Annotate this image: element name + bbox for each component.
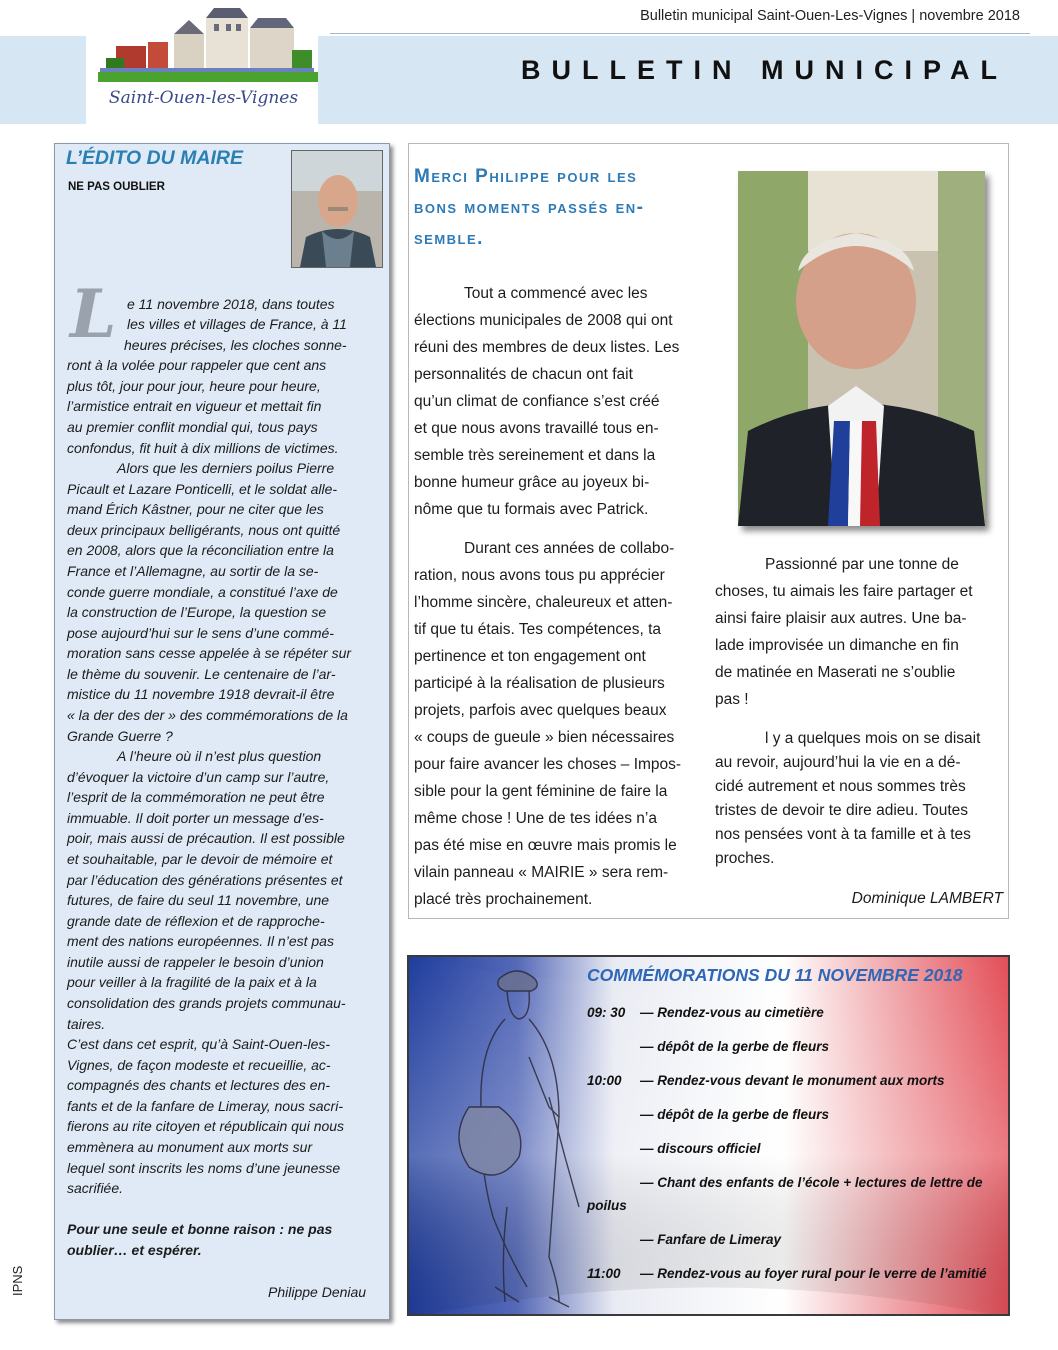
- mayor-photo: [291, 150, 383, 268]
- article-line: sible pour la gent féminine de faire la: [414, 783, 668, 800]
- article-line: tif que tu étais. Tes compétences, ta: [414, 621, 661, 638]
- bulletin-issue-line: Bulletin municipal Saint-Ouen-Les-Vignes | novembre 2018: [640, 8, 1020, 24]
- article-line: projets, parfois avec quelques beaux: [414, 702, 667, 719]
- drop-capital: L: [70, 275, 117, 353]
- schedule-item: poilus: [587, 1198, 627, 1213]
- article-line: cidé autrement et nous sommes très: [715, 778, 966, 795]
- edito-line: C’est dans cet esprit, qu’à Saint-Ouen-les-: [67, 1036, 331, 1052]
- schedule-item: — dépôt de la gerbe de fleurs: [640, 1039, 830, 1054]
- article-title-line: semble.: [414, 228, 484, 249]
- edito-line: fants et de la fanfare de Limeray, nous sacri-: [67, 1098, 343, 1114]
- schedule-item: — Chant des enfants de l’école + lectures de lettre de: [640, 1175, 983, 1190]
- edito-line: et souhaitable, par le devoir de mémoire et: [67, 851, 333, 867]
- article-signature: Dominique LAMBERT: [851, 890, 1003, 907]
- edito-line: e 11 novembre 2018, dans toutes: [127, 296, 335, 312]
- edito-line: inutile aussi de rappeler le besoin d’union: [67, 954, 324, 970]
- edito-line: plus tôt, jour pour jour, heure pour heure,: [67, 378, 321, 394]
- edito-line: lequel sont inscrits les noms d’une jeunesse: [67, 1160, 341, 1176]
- edito-line: par l’éducation des générations présentes et: [67, 872, 343, 888]
- edito-line: l’esprit de la commémoration ne peut être: [67, 789, 325, 805]
- masthead-title: BULLETIN MUNICIPAL: [521, 55, 1008, 85]
- article-line: bonne humeur grâce au joyeux bi-: [414, 474, 650, 491]
- edito-line: en 2008, alors que la réconciliation entre la: [67, 542, 334, 558]
- edito-line: sacrifiée.: [67, 1180, 124, 1196]
- edito-line: ment des nations européennes. Il n’est pas: [67, 933, 334, 949]
- schedule-time: 11:00: [587, 1266, 621, 1281]
- edito-line: A l’heure où il n’est plus question: [117, 748, 322, 764]
- article-line: Durant ces années de collabo-: [464, 540, 675, 557]
- edito-line: consolidation des grands projets communau-: [67, 995, 346, 1011]
- edito-line: taires.: [67, 1016, 106, 1032]
- article-line: Tout a commencé avec les: [464, 285, 648, 302]
- schedule-item: — dépôt de la gerbe de fleurs: [640, 1107, 830, 1122]
- edito-line: conde guerre mondiale, a constitué l’axe de: [67, 584, 338, 600]
- article-line: pertinence et ton engagement ont: [414, 648, 646, 665]
- article-title-line: Merci Philippe pour les: [414, 166, 638, 187]
- edito-line: la construction de l’Europe, la question se: [67, 604, 327, 620]
- article-line: lade improvisée un dimanche en fin: [715, 637, 959, 654]
- article-line: placé très prochainement.: [414, 891, 593, 908]
- article-line: « coups de gueule » bien nécessaires: [414, 729, 675, 746]
- header-separator: [330, 33, 1030, 34]
- article-line: Passionné par une tonne de: [765, 556, 959, 573]
- edito-line: immuable. Il doit porter un message d’es-: [67, 810, 324, 826]
- schedule-item: — discours officiel: [640, 1141, 761, 1156]
- article-line: vilain panneau « MAIRIE » sera rem-: [414, 864, 669, 881]
- article-line: participé à la réalisation de plusieurs: [414, 675, 665, 692]
- article-line: de matinée en Maserati ne s’oublie: [715, 664, 956, 681]
- edito-line: Grande Guerre ?: [67, 728, 173, 744]
- article-line: ainsi faire plaisir aux autres. Une ba-: [715, 610, 967, 627]
- article-title-line: bons moments passés en-: [414, 197, 645, 218]
- edito-line: Alors que les derniers poilus Pierre: [117, 460, 335, 476]
- edito-line: France et l’Allemagne, au sortir de la se-: [67, 563, 319, 579]
- edito-line: l’armistice entrait en vigueur et mettait fin: [67, 398, 322, 414]
- edito-line: d’évoquer la victoire d’un camp sur l’autre,: [67, 769, 330, 785]
- article-line: nôme que tu formais avec Patrick.: [414, 501, 649, 518]
- article-line: élections municipales de 2008 qui ont: [414, 312, 673, 329]
- article-line: pas !: [715, 691, 749, 708]
- edito-line: « la der des der » des commémorations de la: [67, 707, 348, 723]
- edito-line: mand Érich Kâstner, pour ne citer que les: [67, 501, 324, 517]
- article-line: au revoir, aujourd’hui la vie en a dé-: [715, 754, 961, 771]
- edito-line: ront à la volée pour rappeler que cent ans: [67, 357, 327, 373]
- article-line: pour faire avancer les choses – Impos-: [414, 756, 682, 773]
- edito-line: mistice du 11 novembre 1918 devrait-il être: [67, 686, 335, 702]
- article-line: l’homme sincère, chaleureux et atten-: [414, 594, 673, 611]
- schedule-item: — Rendez-vous devant le monument aux morts: [640, 1073, 945, 1088]
- edito-subtitle: NE PAS OUBLIER: [68, 181, 165, 193]
- philippe-photo: [738, 171, 985, 526]
- logo-text: Saint-Ouen-les-Vignes: [108, 88, 299, 108]
- article-line: l y a quelques mois on se disait: [765, 730, 981, 747]
- edito-line: deux principaux belligérants, nous ont quitté: [67, 522, 341, 538]
- article-line: choses, tu aimais les faire partager et: [715, 583, 973, 600]
- article-line: nos pensées vont à ta famille et à tes: [715, 826, 971, 843]
- article-line: semble très sereinement et dans la: [414, 447, 656, 464]
- article-line: pas été mise en œuvre mais promis le: [414, 837, 677, 854]
- article-line: personnalités de chacun ont fait: [414, 366, 633, 383]
- schedule-item: — Rendez-vous au cimetière: [640, 1005, 824, 1020]
- schedule-time: 10:00: [587, 1073, 622, 1088]
- edito-line: oublier… et espérer.: [67, 1242, 202, 1258]
- schedule-item: — Fanfare de Limeray: [640, 1232, 782, 1247]
- schedule-time: 09: 30: [587, 1005, 626, 1020]
- edito-line: emmènera au monument aux morts sur: [67, 1139, 313, 1155]
- edito-line: fierons au rite citoyen et républicain qui nous: [67, 1118, 345, 1134]
- edito-line: Pour une seule et bonne raison : ne pas: [67, 1221, 333, 1237]
- edito-line: Picault et Lazare Ponticelli, et le soldat alle-: [67, 481, 338, 497]
- edito-line: compagnés des chants et lectures des en-: [67, 1077, 331, 1093]
- article-line: réuni des membres de deux listes. Les: [414, 339, 680, 356]
- edito-line: confondus, fit huit à dix millions de victimes.: [67, 440, 339, 456]
- ipns-label: IPNS: [10, 1265, 25, 1296]
- edito-line: heures précises, les cloches sonne-: [124, 337, 347, 353]
- article-line: ration, nous avons tous pu apprécier: [414, 567, 665, 584]
- article-line: proches.: [715, 850, 775, 867]
- edito-line: moration sans cesse appelée à se répéter sur: [67, 645, 352, 661]
- edito-line: au premier conflit mondial qui, tous pays: [67, 419, 318, 435]
- edito-line: pour veiller à la fragilité de la paix et à la: [67, 974, 317, 990]
- edito-line: futures, de faire du seul 11 novembre, une: [67, 892, 330, 908]
- edito-title: L’ÉDITO DU MAIRE: [66, 147, 243, 169]
- edito-line: Vignes, de façon modeste et recueillie, ac-: [67, 1057, 331, 1073]
- article-line: et que nous avons travaillé tous en-: [414, 420, 659, 437]
- commemoration-title: COMMÉMORATIONS DU 11 NOVEMBRE 2018: [587, 965, 963, 985]
- edito-signature: Philippe Deniau: [268, 1284, 367, 1300]
- edito-line: poir, mais aussi de précaution. Il est possible: [67, 830, 345, 846]
- article-line: qu’un climat de confiance s’est créé: [414, 393, 660, 410]
- schedule-item: — Rendez-vous au foyer rural pour le verre de l’amitié: [640, 1266, 987, 1281]
- article-line: même chose ! Une de tes idées n’a: [414, 810, 657, 827]
- edito-line: le thème du souvenir. Le centenaire de l’ar-: [67, 666, 336, 682]
- edito-line: pose aujourd’hui sur le sens d’une commé-: [67, 625, 334, 641]
- edito-line: grande date de réflexion et de rapproche-: [67, 913, 325, 929]
- edito-line: les villes et villages de France, à 11: [127, 316, 347, 332]
- article-line: tristes de devoir te dire adieu. Toutes: [715, 802, 969, 819]
